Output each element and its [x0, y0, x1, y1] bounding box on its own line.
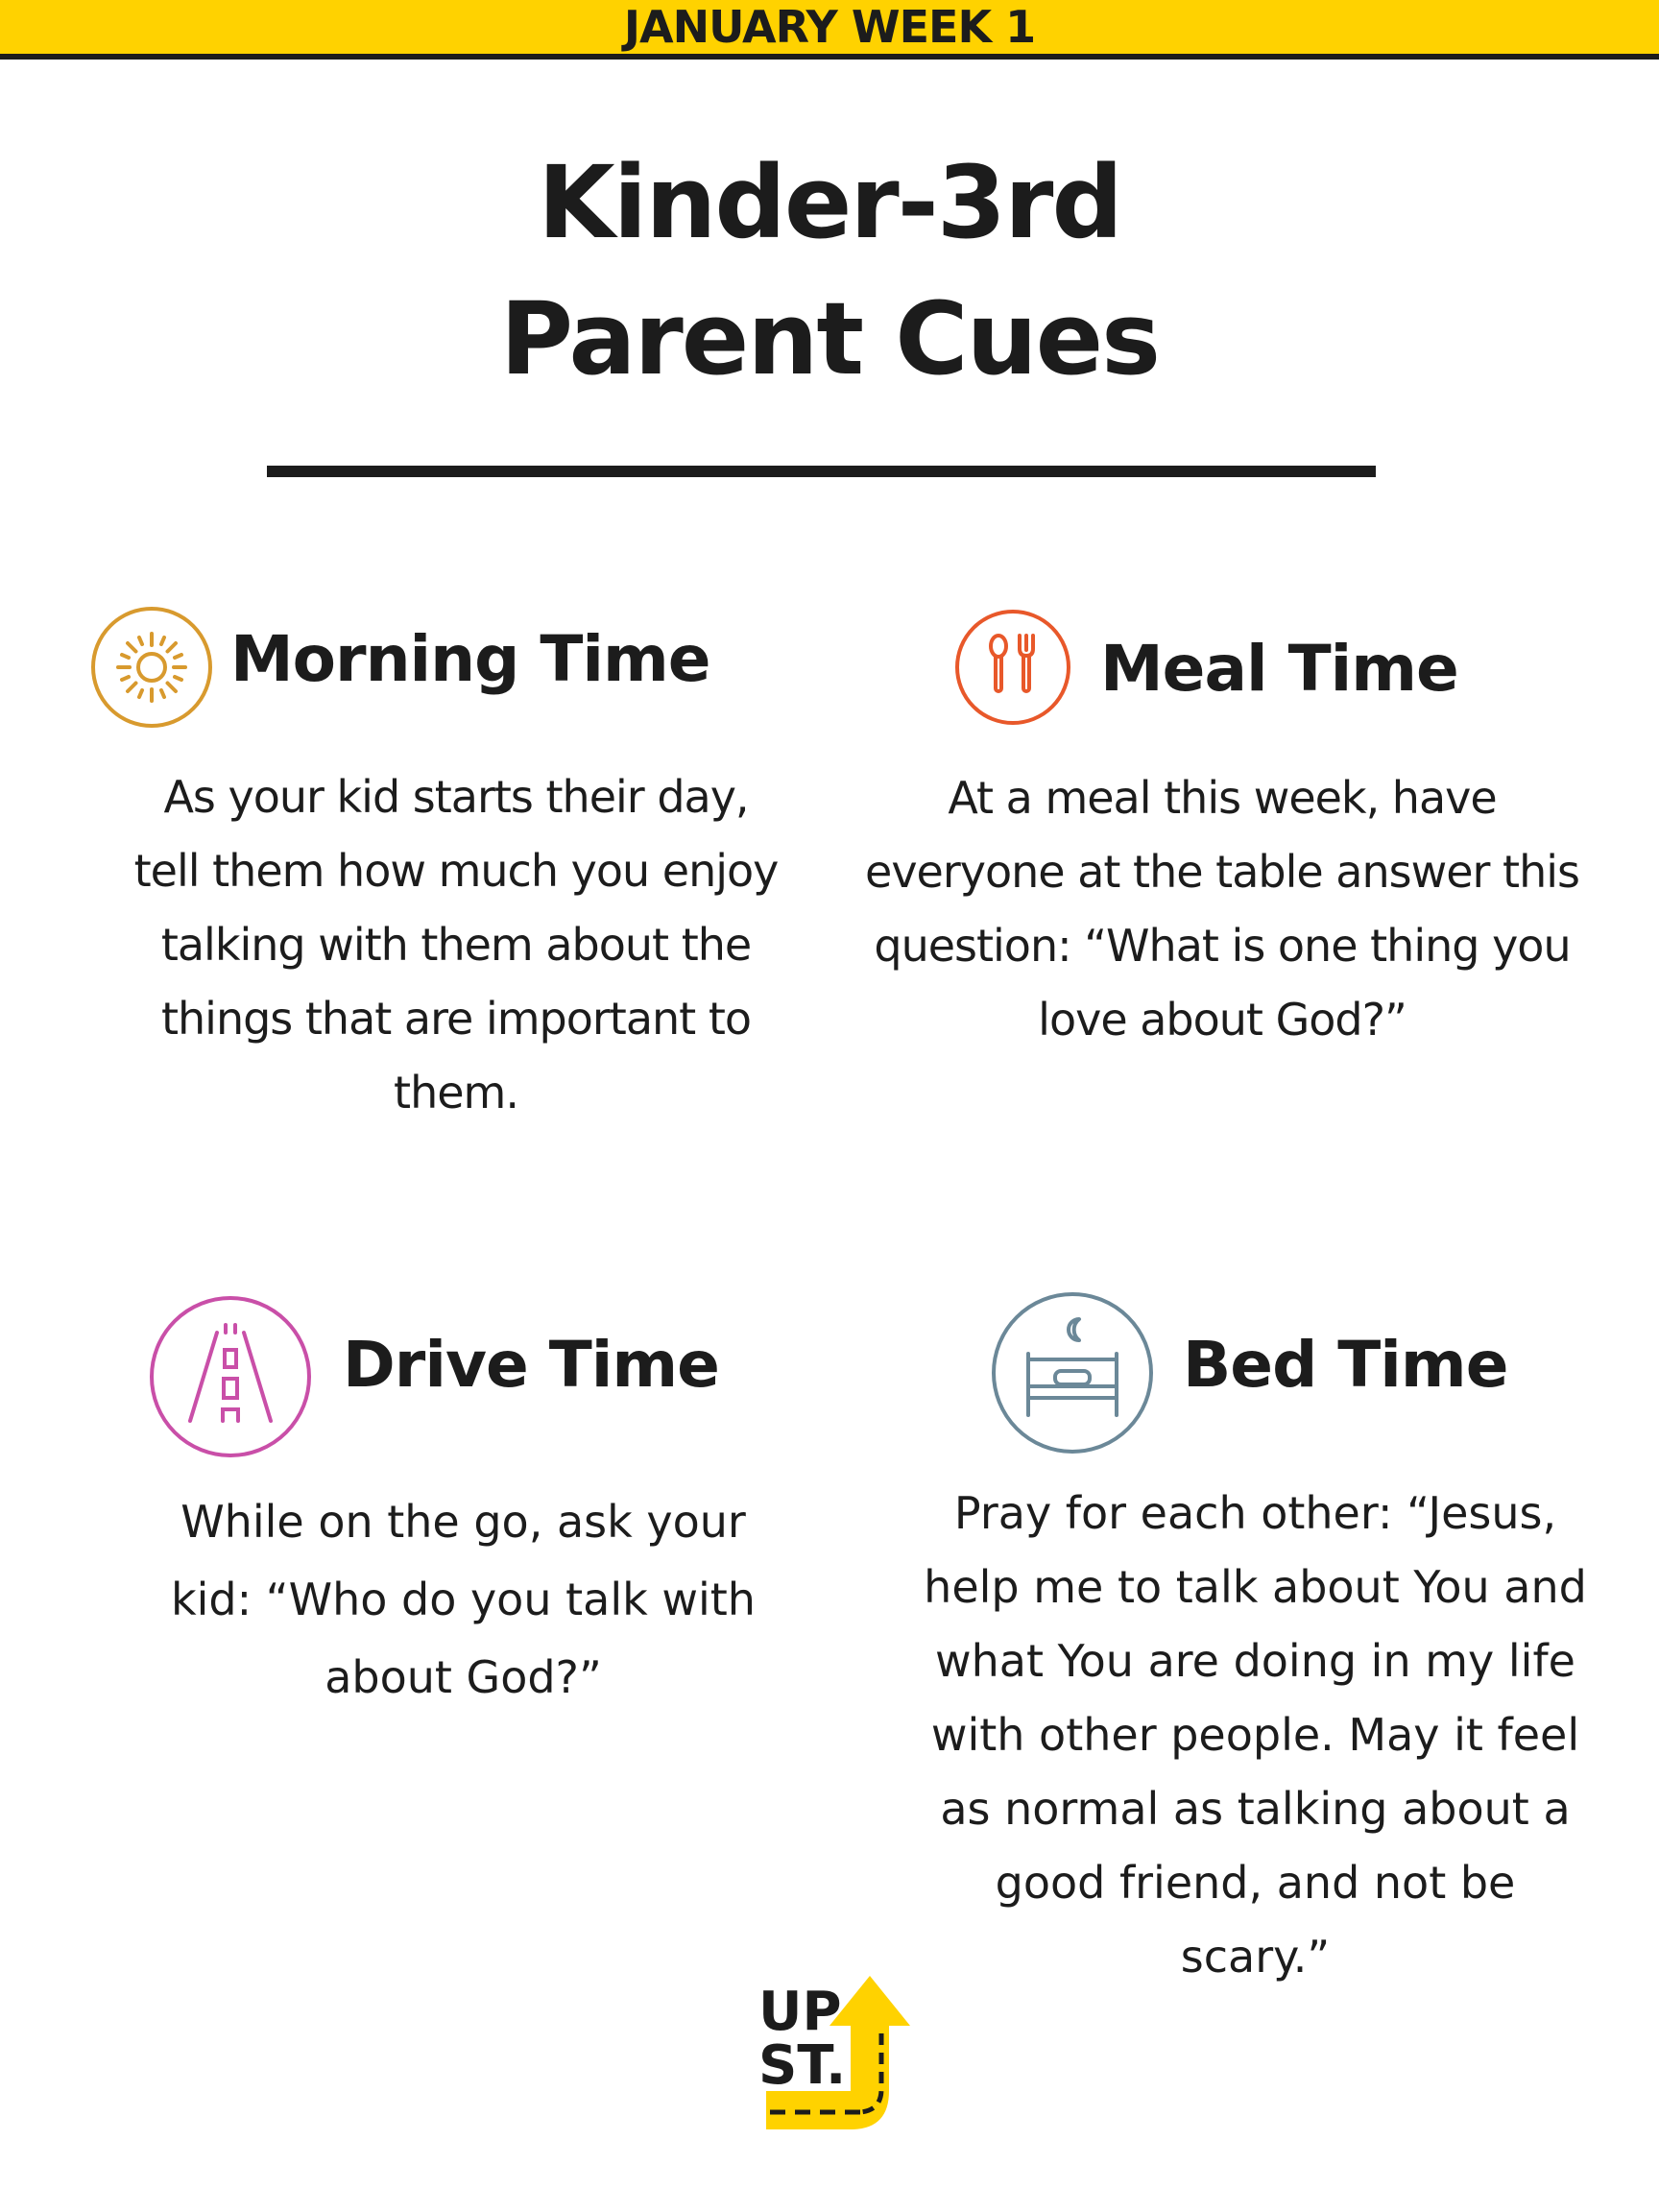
morning-time-text: As your kid starts their day, tell them how much you enjoy talking with them about the things that are important to them.: [133, 771, 779, 1118]
utensils-icon: [953, 608, 1072, 727]
meal-time-text: At a meal this week, have everyone at the table answer this question: “What is one thing you love about God?”: [865, 772, 1579, 1046]
bed-time-text: Pray for each other: “Jesus, help me to talk about You and what You are doing in my life with other people. May it feel as normal as talking about a good friend, and not be scary.”: [924, 1487, 1587, 1983]
drive-time-text: While on the go, ask your kid: “Who do you talk with about God?”: [171, 1496, 756, 1703]
page-title-line-2: Parent Cues: [499, 280, 1160, 397]
meal-time-heading: Meal Time: [1100, 632, 1458, 706]
title-divider: [267, 466, 1376, 477]
bed-moon-icon: [990, 1290, 1155, 1455]
bed-time-heading: Bed Time: [1183, 1328, 1508, 1402]
week-banner: [0, 0, 1659, 60]
upst-logo: [755, 1976, 927, 2141]
page-title: [0, 134, 1659, 407]
road-icon: [148, 1294, 313, 1459]
sun-icon: [89, 605, 214, 730]
logo-st-text: ST.: [758, 2034, 847, 2097]
page-title-line-1: Kinder-3rd: [538, 144, 1121, 261]
morning-time-heading: Morning Time: [230, 622, 710, 696]
drive-time-heading: Drive Time: [343, 1328, 719, 1402]
logo-up-text: UP: [758, 1981, 842, 2043]
week-banner-text: JANUARY WEEK 1: [623, 1, 1036, 53]
